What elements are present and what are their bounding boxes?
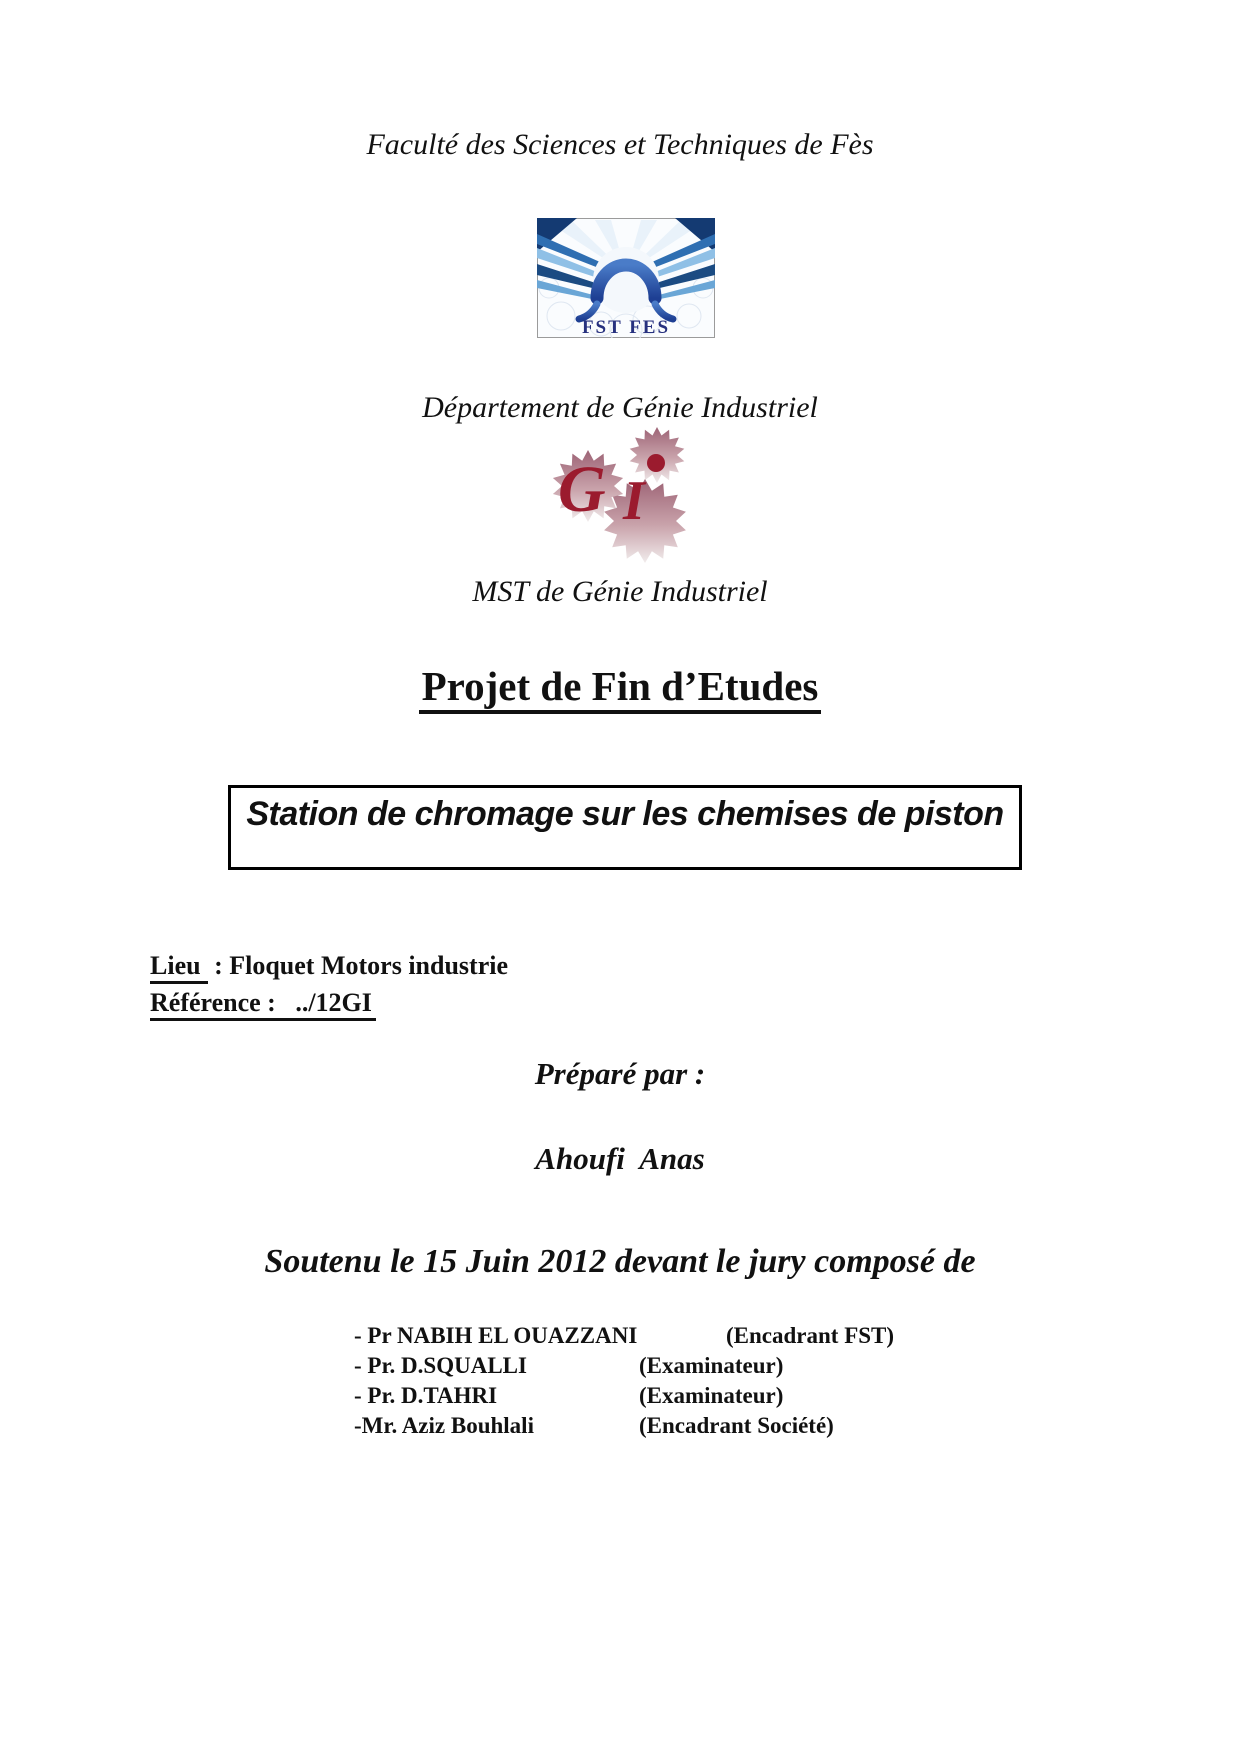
gi-letter-i: I [623,470,645,532]
report-type-title [0,662,1240,710]
jury-row [354,1381,894,1411]
jury-name: - Pr NABIH EL OUAZZANI [354,1323,638,1348]
faculty-title: Faculté des Sciences et Techniques de Fès [366,128,874,161]
reference-text: Référence : ../12GI [150,988,376,1021]
program-title: MST de Génie Industriel [472,575,768,608]
jury-row [354,1411,894,1441]
reference-line [150,988,376,1021]
author-name: Ahoufi Anas [535,1141,705,1176]
fst-logo-caption: FST FES [581,317,671,338]
fst-logo-graphic [537,218,715,338]
jury-role: (Examinateur) [639,1353,784,1378]
project-title: Station de chromage sur les chemises de piston [246,795,1004,833]
gi-logo [548,426,698,564]
fst-logo [537,218,715,338]
defense-line: Soutenu le 15 Juin 2012 devant le jury composé de [264,1243,976,1280]
jury-name: - Pr. D.TAHRI [354,1383,498,1408]
jury-list [354,1321,894,1441]
project-title-box [228,785,1022,870]
lieu-line [150,951,508,984]
gi-dot-icon [647,454,665,472]
report-type-text: Projet de Fin d’Etudes [419,663,822,714]
lieu-label: Lieu [150,951,208,984]
jury-role: (Encadrant FST) [726,1323,895,1348]
lieu-value: : Floquet Motors industrie [207,951,508,980]
jury-row [354,1351,894,1381]
gi-letter-g: G [558,453,606,526]
jury-row [354,1321,894,1351]
department-title: Département de Génie Industriel [422,391,818,424]
jury-role: (Examinateur) [639,1383,784,1408]
jury-name: - Pr. D.SQUALLI [354,1353,527,1378]
jury-role: (Encadrant Société) [639,1413,834,1438]
prepared-by-label: Préparé par : [534,1056,706,1091]
jury-name: -Mr. Aziz Bouhlali [354,1413,534,1438]
